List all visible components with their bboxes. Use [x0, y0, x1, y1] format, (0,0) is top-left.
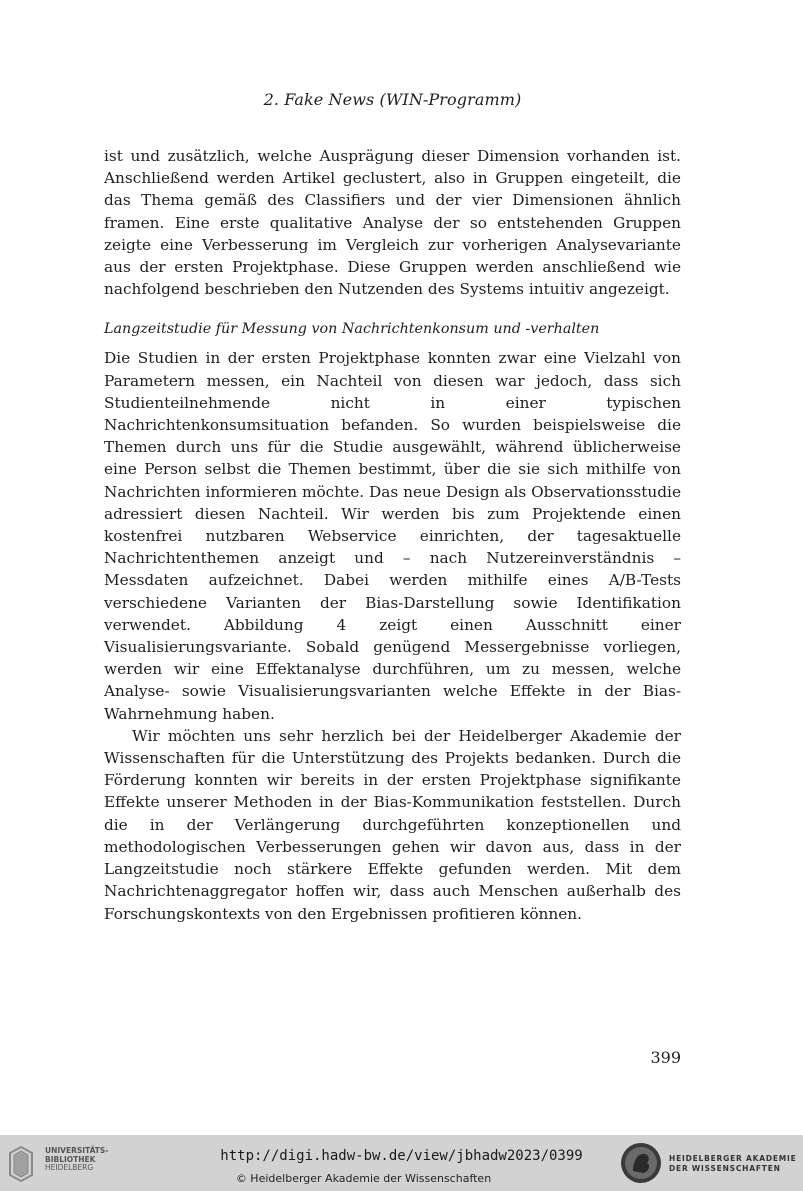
library-name-line1: UNIVERSITÄTS-	[45, 1146, 109, 1155]
academy-logo[interactable]	[617, 1139, 803, 1187]
section-heading: Langzeitstudie für Messung von Nachrichtenkonsum und -verhalten	[104, 321, 600, 338]
page-number: 399	[650, 1048, 681, 1067]
library-name-line2: BIBLIOTHEK	[45, 1154, 96, 1164]
academy-seal-icon	[619, 1141, 663, 1185]
footer-bar	[0, 1135, 803, 1191]
copyright-notice: © Heidelberger Akademie der Wissenschaften	[235, 1172, 492, 1185]
body-text	[104, 145, 681, 925]
paragraph-3: Wir möchten uns sehr herzlich bei der Heidelberger Akademie der Wissenschaften für die Unterstützung des Projekts bedanken. Durch die Förderung konnten wir bereits in der ersten Projektphase signifikante Effekte unserer Methoden in der Bias-Kommunikation feststellen. Durch die in der Verlängerung durchgeführten konzeptionellen und methodologischen Verbesserungen gehen wir davon aus, dass in der Langzeitstudie noch stärkere Effekte gefunden werden. Mit dem Nachrichtenaggregator hoffen wir, dass auch Menschen außerhalb des Forschungskontexts von den Ergebnissen profitieren können.	[104, 726, 681, 923]
running-header: 2. Fake News (WIN-Programm)	[263, 90, 522, 109]
paragraph-1: ist und zusätzlich, welche Ausprägung dieser Dimension vorhanden ist. Anschließend werden Artikel geclustert, also in Gruppen eingeteilt, die das Thema gemäß des Classifiers und der vier Dimensionen ähnlich framen. Eine erste qualitative Analyse der so entstehenden Gruppen zeigte eine Verbesserung im Vergleich zur vorherigen Analysevariante aus der ersten Projektphase. Diese Gruppen werden anschließend wie nachfolgend beschrieben den Nutzenden des Systems intuitiv angezeigt.	[104, 147, 681, 299]
paragraph-2: Die Studien in der ersten Projektphase konnten zwar eine Vielzahl von Parametern messen, ein Nachteil von diesen war jedoch, dass sich Studienteilnehmende nicht in einer typischen Nachrichtenkonsumsituation befanden. So wurden beispielsweise die Themen durch uns für die Studie ausgewählt, während üblicherweise eine Person selbst die Themen bestimmt, über die sie sich mithilfe von Nachrichten informieren möchte. Das neue Design als Observationsstudie adressiert diesen Nachteil. Wir werden bis zum Projektende einen kostenfrei nutzbaren Webservice einrichten, der tagesaktuelle Nachrichtenthemen anzeigt und – nach Nutzereinverständnis – Messdaten aufzeichnet. Dabei werden mithilfe eines A/B-Tests verschiedene Varianten der Bias-Darstellung sowie Identifikation verwendet. Abbildung 4 zeigt einen Ausschnitt einer Visualisierungsvariante. Sobald genügend Messergebnisse vorliegen, werden wir eine Effektanalyse durchführen, um zu messen, welche Analyse- sowie Visualisierungsvarianten welche Effekte in der Bias-Wahrnehmung haben.	[104, 349, 681, 723]
academy-name	[669, 1154, 797, 1174]
document-url-link[interactable]: http://digi.hadw-bw.de/view/jbhadw2023/0399	[220, 1148, 583, 1164]
library-name-line3: HEIDELBERG	[45, 1163, 94, 1172]
academy-name-line1: HEIDELBERGER AKADEMIE	[669, 1154, 797, 1163]
academy-name-line2: DER WISSENSCHAFTEN	[669, 1164, 781, 1173]
